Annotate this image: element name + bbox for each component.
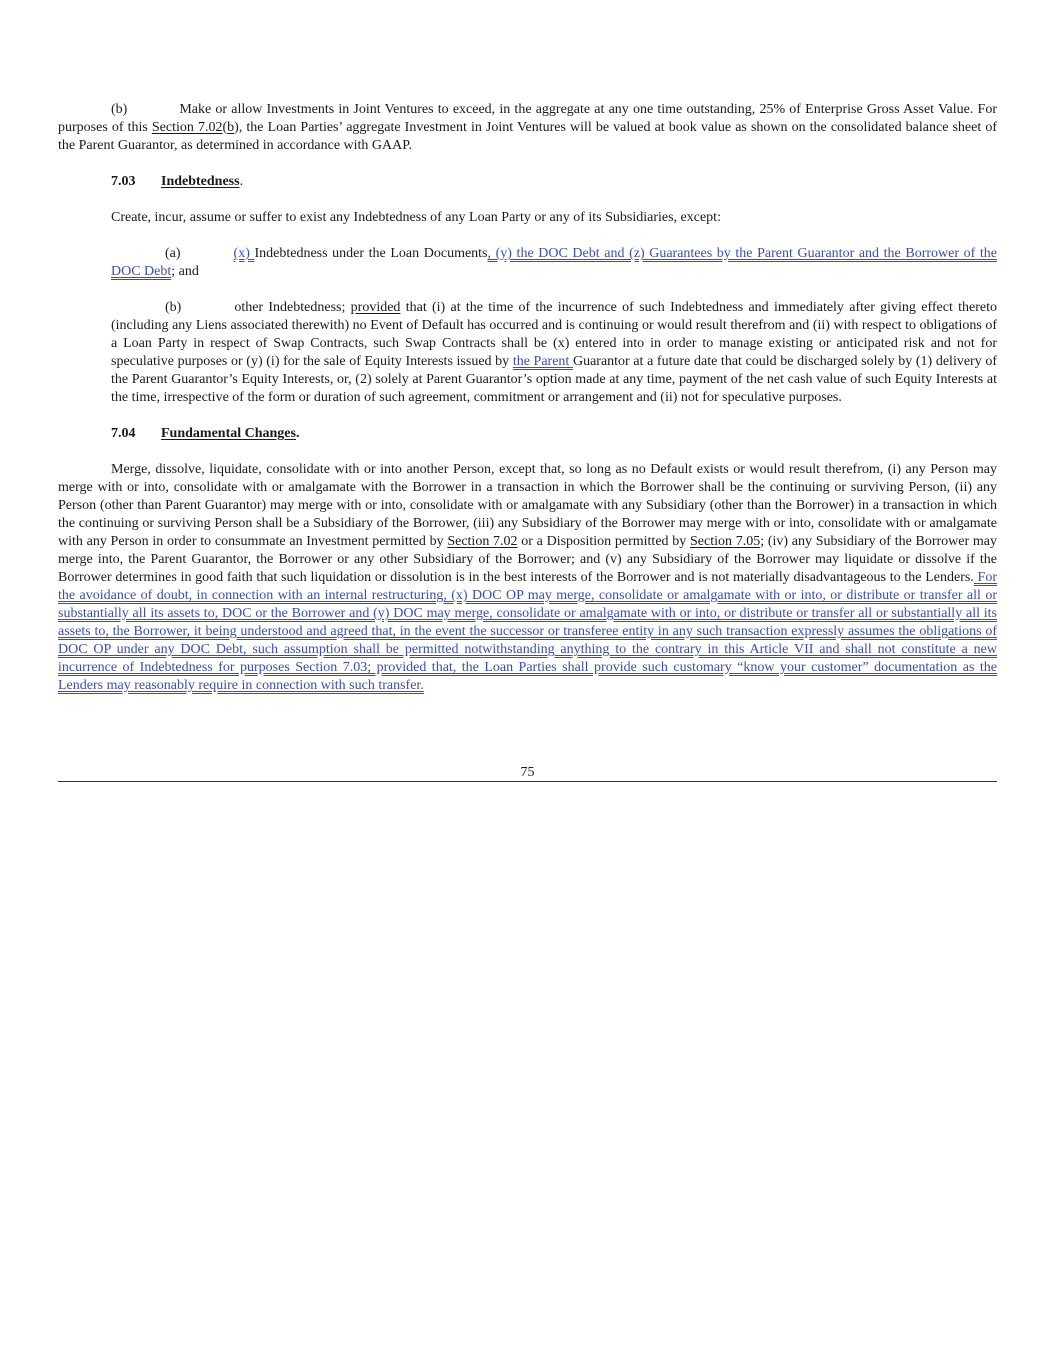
section-title: Indebtedness <box>161 174 240 189</box>
provided-term: provided <box>350 300 401 315</box>
clause-label: (a) <box>165 246 181 261</box>
section-reference: Section 7.02 <box>151 120 223 135</box>
clause-label: (b) <box>111 102 128 117</box>
section-reference: Section 7.05 <box>689 534 761 549</box>
section-704-body: Merge, dissolve, liquidate, consolidate with or into another Person, except that, so long as no Default exists or would result therefrom, (i) any Person may merge with or into, consolidate with or amalgamate with the Borrower in a transaction in which the Borrower shall be the continuing or surviving Person, (ii) any Person (other than Parent Guarantor) may merge with or into, consolidate with or amalgamate with any Subsidiary (other than the Borrower) in a transaction in which the continuing or surviving Person shall be a Subsidiary of the Borrower, (iii) any Subsidiary of the Borrower may merge with or into, consolidate with or amalgamate with any Person in order to consummate an Investment permitted by Section 7.02 or a Disposition permitted by Section 7.05; (iv) any Subsidiary of the Borrower may merge into, the Parent Guarantor, the Borrower or any other Subsidiary of the Borrower; and (v) any Subsidiary of the Borrower may liquidate or dissolve if the Borrower determines in good faith that such liquidation or dissolution is in the best interests of the Borrower and is not materially disadvantageous to the Lenders. For the avoidance of doubt, in connection with an internal restructuring, (x) DOC OP may merge, consolidate or amalgamate with or into, or distribute or transfer all or substantially all its assets to, DOC or the Borrower and (y) DOC may merge, consolidate or amalgamate with or into, or distribute or transfer all or substantially all its assets to, the Borrower, it being understood and agreed that, in the event the successor or transferee entity in any such transaction expressly assumes the obligations of DOC OP under any DOC Debt, such assumption shall be permitted notwithstanding anything to the contrary in this Article VII and shall not constitute a new incurrence of Indebtedness for purposes Section 7.03; provided that, the Loan Parties shall provide such customary “know your customer” documentation as the Lenders may reasonably require in connection with such transfer. <box>58 462 998 693</box>
inserted-text: (x) <box>233 246 255 261</box>
section-number: 7.04 <box>111 426 136 441</box>
document-page <box>58 101 997 695</box>
section-title: Fundamental Changes <box>161 426 296 441</box>
section-heading-703: 7.03 Indebtedness. <box>111 174 244 189</box>
inserted-text: the Parent <box>512 354 573 369</box>
inserted-text: , (y) the DOC Debt and (z) Guarantees by the Parent Guarantor and the Borrower of the DOC Debt <box>111 246 997 279</box>
footer-divider <box>58 781 997 782</box>
page-number: 75 <box>520 765 535 780</box>
inserted-text: For the avoidance of doubt, in connection with an internal restructuring, (x) DOC OP may merge, consolidate or amalgamate with or into, or distribute or transfer all or substantially all its assets to, DOC or the Borrower and (y) DOC may merge, consolidate or amalgamate with or into, or distribute or transfer all or substantially all its assets to, the Borrower, it being understood and agreed that, in the event the successor or transferee entity in any such transaction expressly assumes the obligations of DOC OP under any DOC Debt, such assumption shall be permitted notwithstanding anything to the contrary in this Article VII and shall not constitute a new incurrence of Indebtedness for purposes Section 7.03; provided that, the Loan Parties shall provide such customary “know your customer” documentation as the Lenders may reasonably require in connection with such transfer. <box>58 570 998 693</box>
clause-a: (a) (x) Indebtedness under the Loan Documents, (y) the DOC Debt and (z) Guarantees by the Parent Guarantor and the Borrower of the DOC Debt; and <box>111 246 997 279</box>
section-heading-704: 7.04 Fundamental Changes. <box>111 426 300 441</box>
section-reference: Section 7.02 <box>447 534 518 549</box>
paragraph-b-investments: (b) Make or allow Investments in Joint Ventures to exceed, in the aggregate at any one time outstanding, 25% of Enterprise Gross Asset Value. For purposes of this Section 7.02(b), the Loan Parties’ aggregate Investment in Joint Ventures will be valued at book value as shown on the consolidated balance sheet of the Parent Guarantor, as determined in accordance with GAAP. <box>58 102 997 153</box>
section-number: 7.03 <box>111 174 136 189</box>
section-703-intro: Create, incur, assume or suffer to exist any Indebtedness of any Loan Party or any of its Subsidiaries, except: <box>111 210 721 225</box>
clause-label: (b) <box>165 300 182 315</box>
clause-b: (b) other Indebtedness; provided that (i) at the time of the incurrence of such Indebtedness and immediately after giving effect thereto (including any Liens associated therewith) no Event of Default has occurred and is continuing or would result therefrom and (ii) with respect to obligations of a Loan Party in respect of Swap Contracts, such Swap Contracts shall be (x) entered into in order to manage existing or anticipated risk and not for speculative purposes or (y) (i) for the sale of Equity Interests issued by the Parent Guarantor at a future date that could be discharged solely by (1) delivery of the Parent Guarantor’s Equity Interests, or, (2) solely at Parent Guarantor’s option made at any time, payment of the net cash value of such Equity Interests at the time, irrespective of the form or duration of such agreement, commitment or arrangement and (ii) not for speculative purposes. <box>111 300 998 405</box>
